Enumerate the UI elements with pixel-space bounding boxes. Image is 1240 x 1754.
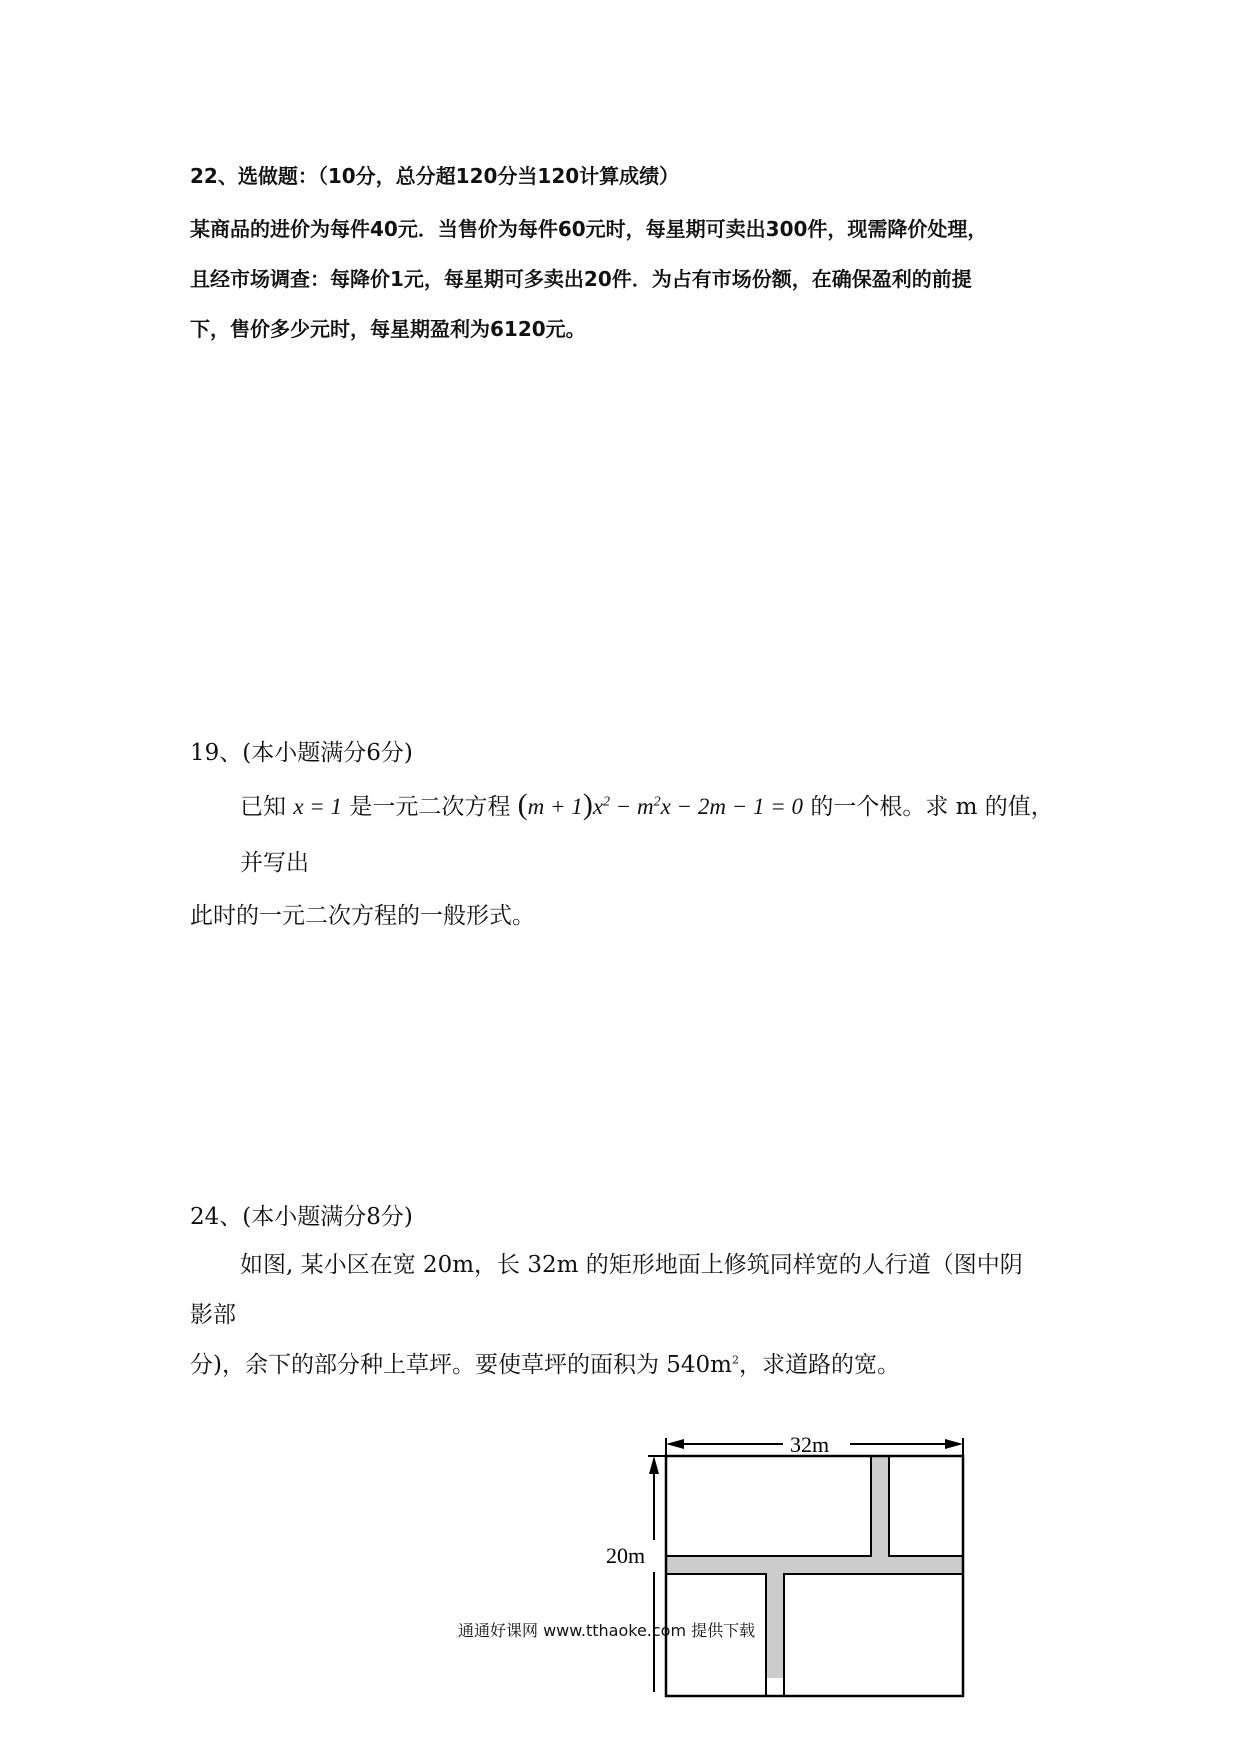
width-label: 32m: [790, 1432, 830, 1457]
width-arrowhead-left: [666, 1439, 684, 1449]
q24-line-1: 如图, 某小区在宽 20m，长 32m 的矩形地面上修筑同样宽的人行道（图中阴: [240, 1252, 1023, 1278]
vertical-path-lower: [766, 1556, 784, 1678]
q19-line-2: 并写出: [240, 850, 309, 876]
q19-line1-suffix: 的一个根。求 m 的值，: [810, 794, 1054, 820]
q24-line3-sup: 2: [732, 1353, 739, 1367]
q19-condition: x = 1: [293, 794, 343, 819]
q19-eq-m1: m + 1: [527, 794, 583, 819]
q19-eq-sup-b: 2: [653, 794, 661, 810]
q19-line-3: 此时的一元二次方程的一般形式。: [190, 903, 535, 929]
q19-line-1: [240, 788, 1054, 822]
height-arrowhead-top: [649, 1456, 659, 1474]
q24-header: 24、(本小题满分8分): [190, 1204, 413, 1230]
q19-line1-mid: 是一元二次方程: [349, 794, 511, 820]
lawn-outlines: [666, 1456, 963, 1696]
q22-line-2: 且经市场调查：每降价1元，每星期可多卖出20件．为占有市场份额，在确保盈利的前提: [190, 267, 972, 291]
q19-eq-sup-a: 2: [603, 794, 611, 810]
q24-line3-prefix: 分)，余下的部分种上草坪。要使草坪的面积为 540m: [190, 1352, 732, 1378]
lawn-path-figure: [600, 1430, 980, 1704]
lawn-path-diagram: [600, 1430, 980, 1700]
q19-header: 19、(本小题满分6分): [190, 740, 413, 766]
footer-watermark: 通通好课网 www.tthaoke.com 提供下载: [458, 1621, 756, 1640]
q24-line-3: [190, 1346, 900, 1379]
q19-eq-tail: x − 2m − 1 = 0: [660, 794, 804, 819]
outer-rectangle: [666, 1456, 963, 1696]
q22-line-3: 下，售价多少元时，每星期盈利为6120元。: [190, 317, 586, 341]
height-label: 20m: [606, 1543, 646, 1568]
q19-eq-minus-m: − m: [615, 794, 654, 819]
q19-eq-x: x: [592, 794, 604, 819]
horizontal-path: [666, 1556, 963, 1574]
width-arrowhead-right: [945, 1439, 963, 1449]
q22-header: 22、选做题：（10分，总分超120分当120计算成绩）: [190, 164, 680, 188]
q24-line-2: 影部: [190, 1302, 236, 1328]
q24-line3-suffix: ，求道路的宽。: [739, 1352, 900, 1378]
q22-line-1: 某商品的进价为每件40元．当售价为每件60元时，每星期可卖出300件，现需降价处理，: [190, 217, 988, 241]
q19-equation: $(m + 1)x^2 - m^2x - 2m - 1 = 0$: [517, 788, 804, 821]
q19-line1-prefix: 已知: [240, 794, 286, 820]
